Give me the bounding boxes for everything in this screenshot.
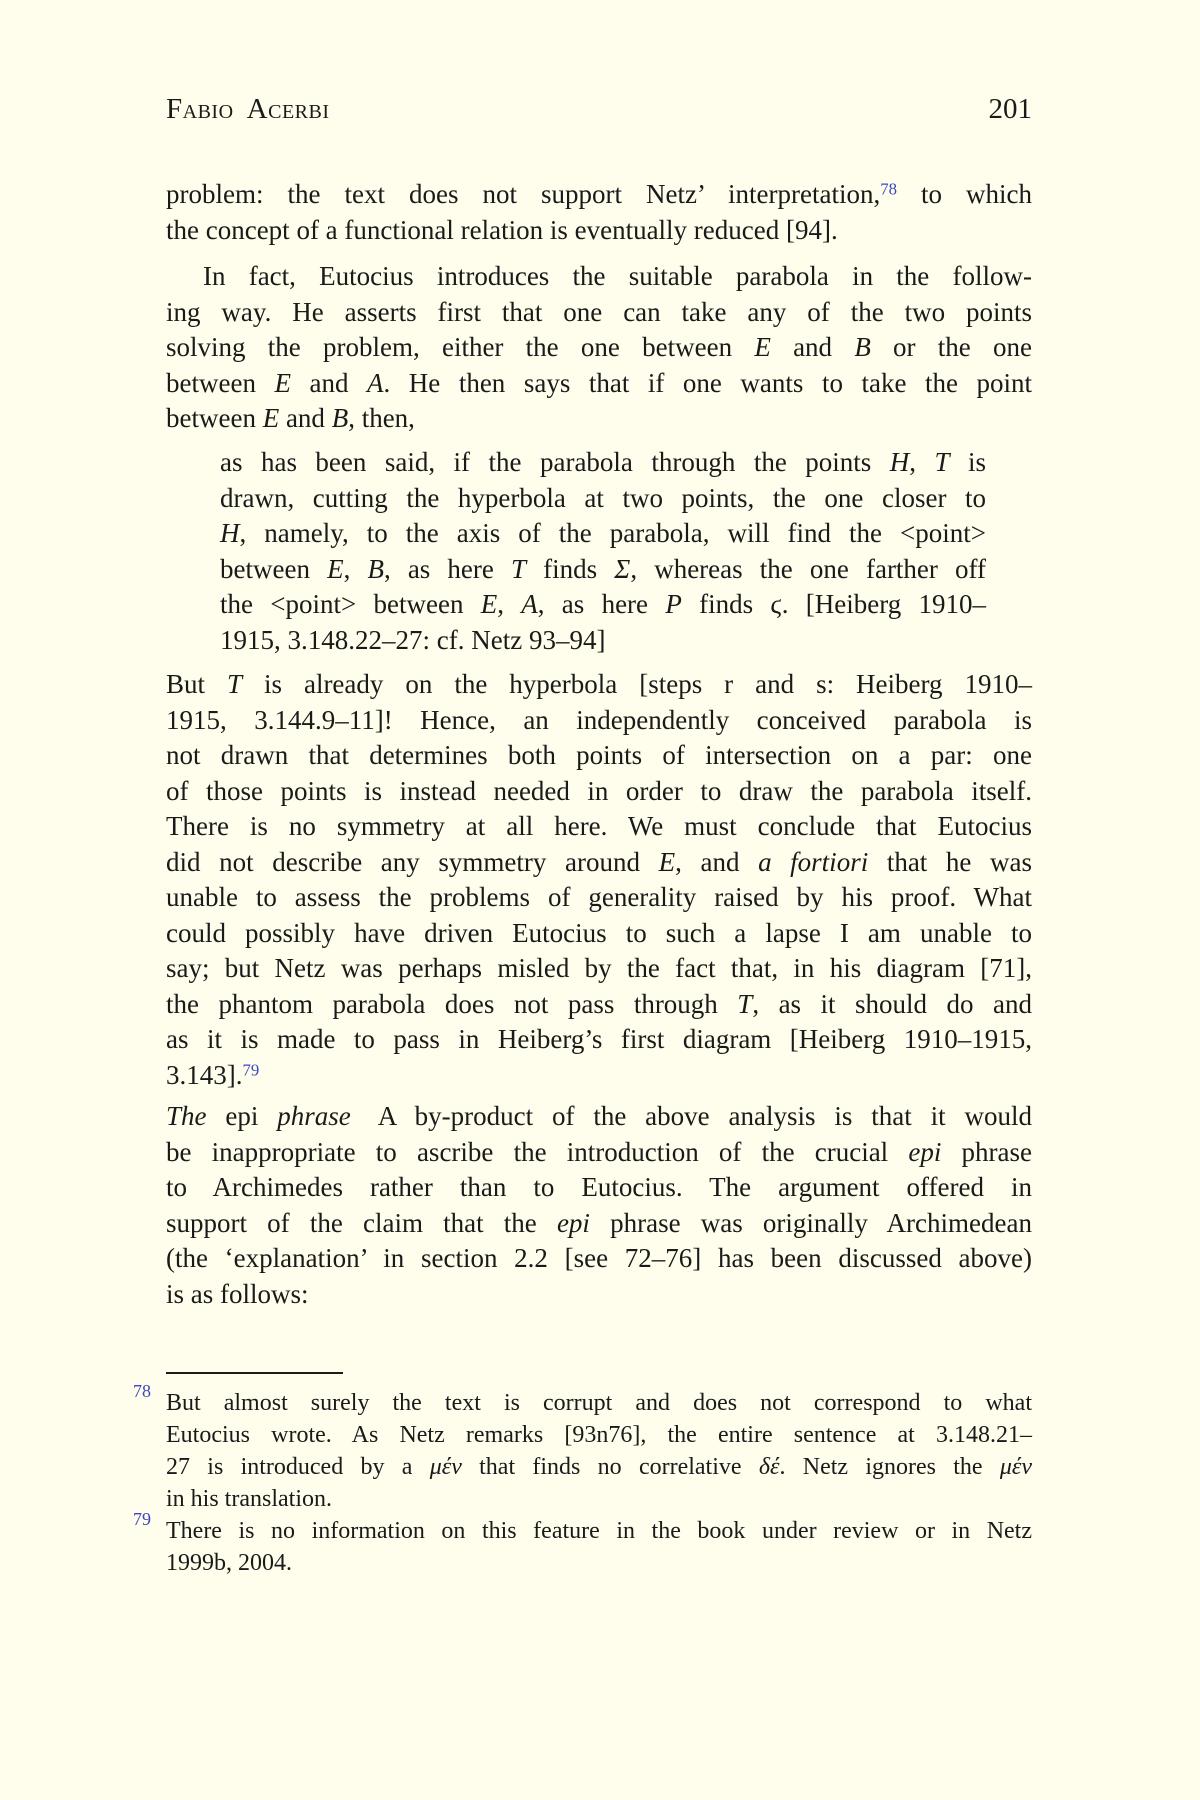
text-line: There is no information on this feature in the book under review or in Netz [166,1518,1032,1544]
text-line: There is no symmetry at all here. We must conclude that Eutocius [166,811,1032,841]
text-line: between E, B, as here T finds Σ, whereas the one farther off [220,553,987,584]
text-line: to Archimedes rather than to Eutocius. The argument offered in [166,1172,1032,1202]
text-line: support of the claim that the epi phrase was originally Archimedean [166,1207,1032,1238]
text-line: as it is made to pass in Heiberg’s first diagram [Heiberg 1910–1915, [166,1024,1032,1054]
text-line: is as follows: [166,1278,309,1309]
text-line: the phantom parabola does not pass through T, as it should do and [166,988,1032,1019]
author-name: Fabio Acerbi [166,93,330,125]
italic-text: E [658,846,676,877]
page-number: 201 [988,93,1032,125]
italic-text: A [521,589,538,619]
italic-text: E [754,332,771,362]
text-line: H, namely, to the axis of the parabola, will find the <point> [220,518,986,548]
italic-text: phrase [277,1101,351,1131]
footnote-79 [133,1509,1032,1579]
paragraph-in-fact [166,259,1032,437]
text-line: unable to assess the problems of generality raised by his proof. What [166,882,1032,912]
italic-text: E [327,553,344,584]
paragraph-but-t [166,667,1032,1093]
text-line: say; but Netz was perhaps misled by the fact that, in his diagram [71], [166,953,1032,983]
italic-text: The [166,1101,207,1131]
text-line: could possibly have driven Eutocius to such a lapse I am unable to [166,917,1032,948]
italic-text: E [480,589,498,619]
text-line: But T is already on the hyperbola [steps r and s: Heiberg 1910– [166,669,1032,699]
italic-text: T [226,669,243,699]
text-line: ing way. He asserts first that one can take any of the two points [166,296,1032,327]
italic-text: a fortiori [758,846,869,877]
text-line: 1915, 3.144.9–11]! Hence, an independently conceived parabola is [166,704,1032,735]
italic-text: δέ [758,1454,780,1480]
italic-text: epi [908,1136,942,1167]
italic-text: μέν [429,1454,462,1480]
text-line: between E and B, then, [166,403,415,433]
text-line: The epi phrase A by-product of the above analysis is that it would [166,1101,1032,1131]
text-line: 27 is introduced by a μέν that finds no correlative δέ. Netz ignores the μέν [166,1454,1032,1480]
footnote-marker[interactable]: 79 [133,1509,151,1529]
text-line: (the ‘explanation’ in section 2.2 [see 72–76] has been discussed above) [166,1243,1032,1273]
footnote-rule [166,1372,343,1374]
text-line: 1999b, 2004. [166,1550,292,1576]
page-header [166,95,1032,124]
text-line: did not describe any symmetry around E, and a fortiori that he was [166,846,1033,877]
text-line: of those points is instead needed in order to draw the parabola itself. [166,775,1032,806]
italic-text: B [854,332,871,362]
italic-text: epi [556,1207,590,1238]
block-quote [220,445,986,658]
text-line: problem: the text does not support Netz’ interpretation,$^{78}$ to which [166,179,1032,209]
paragraph-epi-phrase [166,1099,1032,1312]
text-line: Eutocius wrote. As Netz remarks [93n76], the entire sentence at 3.148.21– [166,1422,1032,1448]
footnote-marker[interactable]: 78 [133,1381,151,1401]
italic-text: T [737,988,753,1019]
italic-text: E [262,403,280,433]
text-line: be inappropriate to ascribe the introduction of the crucial epi phrase [166,1136,1033,1167]
footnotes-block [133,1381,1032,1579]
text-line: the <point> between E, A, as here P finds ϛ. [Heiberg 1910– [220,589,986,619]
footnote-ref[interactable]: 78 [880,179,897,199]
text-line: In fact, Eutocius introduces the suitable parabola in the follow- [203,261,1032,291]
italic-text: E [274,367,291,398]
text-line: not drawn that determines both points of intersection on a par: one [166,740,1032,770]
footnote-text [166,1515,1032,1579]
footnote-text [166,1387,1032,1515]
text-line: drawn, cutting the hyperbola at two points, the one closer to [220,482,986,513]
italic-text: H [220,518,240,548]
text-line: 1915, 3.148.22–27: cf. Netz 93–94] [220,624,606,655]
italic-text: T [934,447,950,477]
text-line: But almost surely the text is corrupt and does not correspond to what [166,1390,1032,1416]
paragraph-problem [166,177,1032,248]
text-line: between E and A. He then says that if one wants to take the point [166,367,1032,398]
italic-text: μέν [999,1454,1032,1480]
text-line: the concept of a functional relation is eventually reduced [94]. [166,214,838,245]
text-line: in his translation. [166,1486,332,1512]
italic-text: H [889,447,910,477]
text-line: solving the problem, either the one between E and B or the one [166,332,1033,362]
italic-text: B [367,553,384,584]
italic-text: A [367,367,384,398]
text-line: as has been said, if the parabola through the points H, T is [220,447,986,477]
italic-text: T [511,553,527,584]
italic-text: Σ [614,553,631,584]
footnote-78 [133,1381,1032,1515]
footnote-ref[interactable]: 79 [242,1060,260,1080]
italic-text: P [665,589,682,619]
text-line: 3.143].$^{79}$ [166,1059,260,1090]
italic-text: B [331,403,349,433]
